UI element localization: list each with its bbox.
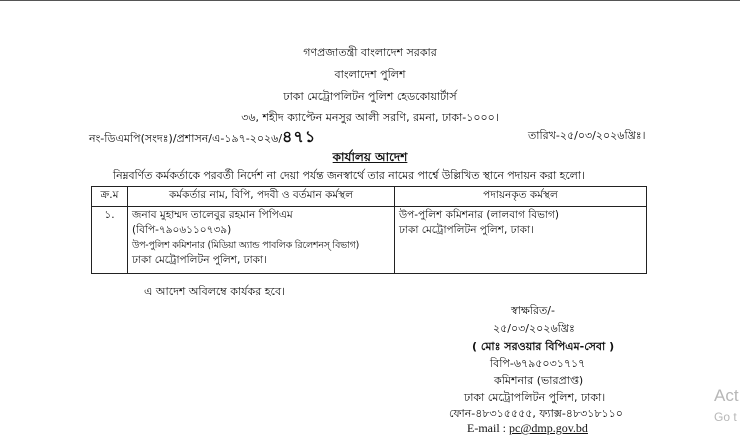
activate-windows-subtext: Go t	[714, 410, 737, 424]
table-header-row	[92, 187, 647, 207]
memo-number	[89, 124, 316, 151]
table-row	[92, 207, 647, 274]
signature-designation: কমিশনার (ভারপ্রাপ্ত)	[494, 374, 584, 387]
intro-text: নিম্নবর্ণিত কর্মকর্তাকে পরবর্তী নির্দেশ না দেয়া পর্যন্ত জনস্বার্থে তার নামের পার্শ্বে উল্লিখিত স্থানে পদায়ন করা হলো।	[113, 169, 585, 182]
posting-designation: উপ-পুলিশ কমিশনার (লালবাগ বিভাগ)	[399, 209, 560, 221]
memo-number-prefix: নং-ডিএমপি(সংদঃ)/প্রশাসন/এ-১৯৭-২০২৬/	[89, 132, 283, 145]
memo-number-handwritten: ৪৭১	[282, 127, 317, 146]
email-label: E-mail :	[467, 421, 509, 435]
office-order-title: কার্যালয় আদেশ	[332, 150, 408, 164]
header-posting: পদায়নকৃত কর্মস্থল	[395, 187, 647, 207]
signature-email	[467, 421, 588, 436]
header-government: গণপ্রজাতন্ত্রী বাংলাদেশ সরকার	[303, 46, 437, 59]
row-officer	[128, 207, 395, 274]
header-dmp-hq: ঢাকা মেট্রোপলিটন পুলিশ হেডকোয়ার্টার্স	[283, 90, 457, 103]
email-link[interactable]: pc@dmp.gov.bd	[509, 421, 588, 435]
header-police: বাংলাদেশ পুলিশ	[334, 68, 406, 81]
signature-phone-fax: ফোন-৪৮৩১৫৫৫৫, ফ্যাক্স-৪৮৩১৮১১০	[449, 407, 623, 420]
row-serial: ১.	[92, 207, 128, 274]
signature-office: ঢাকা মেট্রোপলিটন পুলিশ, ঢাকা।	[464, 391, 606, 404]
activate-windows-watermark: Act	[714, 386, 739, 405]
header-serial: ক্র.ম	[92, 187, 128, 207]
posting-office: ঢাকা মেট্রোপলিটন পুলিশ, ঢাকা।	[399, 224, 534, 236]
signature-date: ২৫/০৩/২০২৬খ্রিঃ	[493, 322, 575, 335]
officer-bp: (বিপি-৭৯০৬১১০৭৩৯)	[132, 224, 232, 236]
top-border-line	[0, 0, 740, 1]
officer-office: ঢাকা মেট্রোপলিটন পুলিশ, ঢাকা।	[132, 254, 267, 266]
header-officer: কর্মকর্তার নাম, বিপি, পদবী ও বর্তমান কর্মস্থল	[128, 187, 395, 207]
signature-signed: স্বাক্ষরিত/-	[511, 304, 555, 317]
officer-designation: উপ-পুলিশ কমিশনার (মিডিয়া অ্যান্ড পাবলিক রিলেশনস্ বিভাগ)	[132, 240, 360, 251]
signature-name: ( মোঃ সরওয়ার বিপিএম-সেবা )	[472, 340, 615, 353]
memo-date: তারিখ-২৫/০৩/২০২৬খ্রিঃ।	[528, 129, 646, 142]
signature-bp: বিপি-৬৭৯৫০৩১৭১৭	[490, 357, 586, 370]
effective-note: এ আদেশ অবিলম্বে কার্যকর হবে।	[144, 285, 286, 298]
posting-table	[91, 186, 647, 274]
officer-name: জনাব মুহাম্মদ তালেবুর রহমান পিপিএম	[132, 209, 293, 221]
row-posting	[395, 207, 647, 274]
header-address: ৩৬, শহীদ ক্যাপ্টেন মনসুর আলী সরণি, রমনা, ঢাকা-১০০০।	[241, 111, 499, 124]
